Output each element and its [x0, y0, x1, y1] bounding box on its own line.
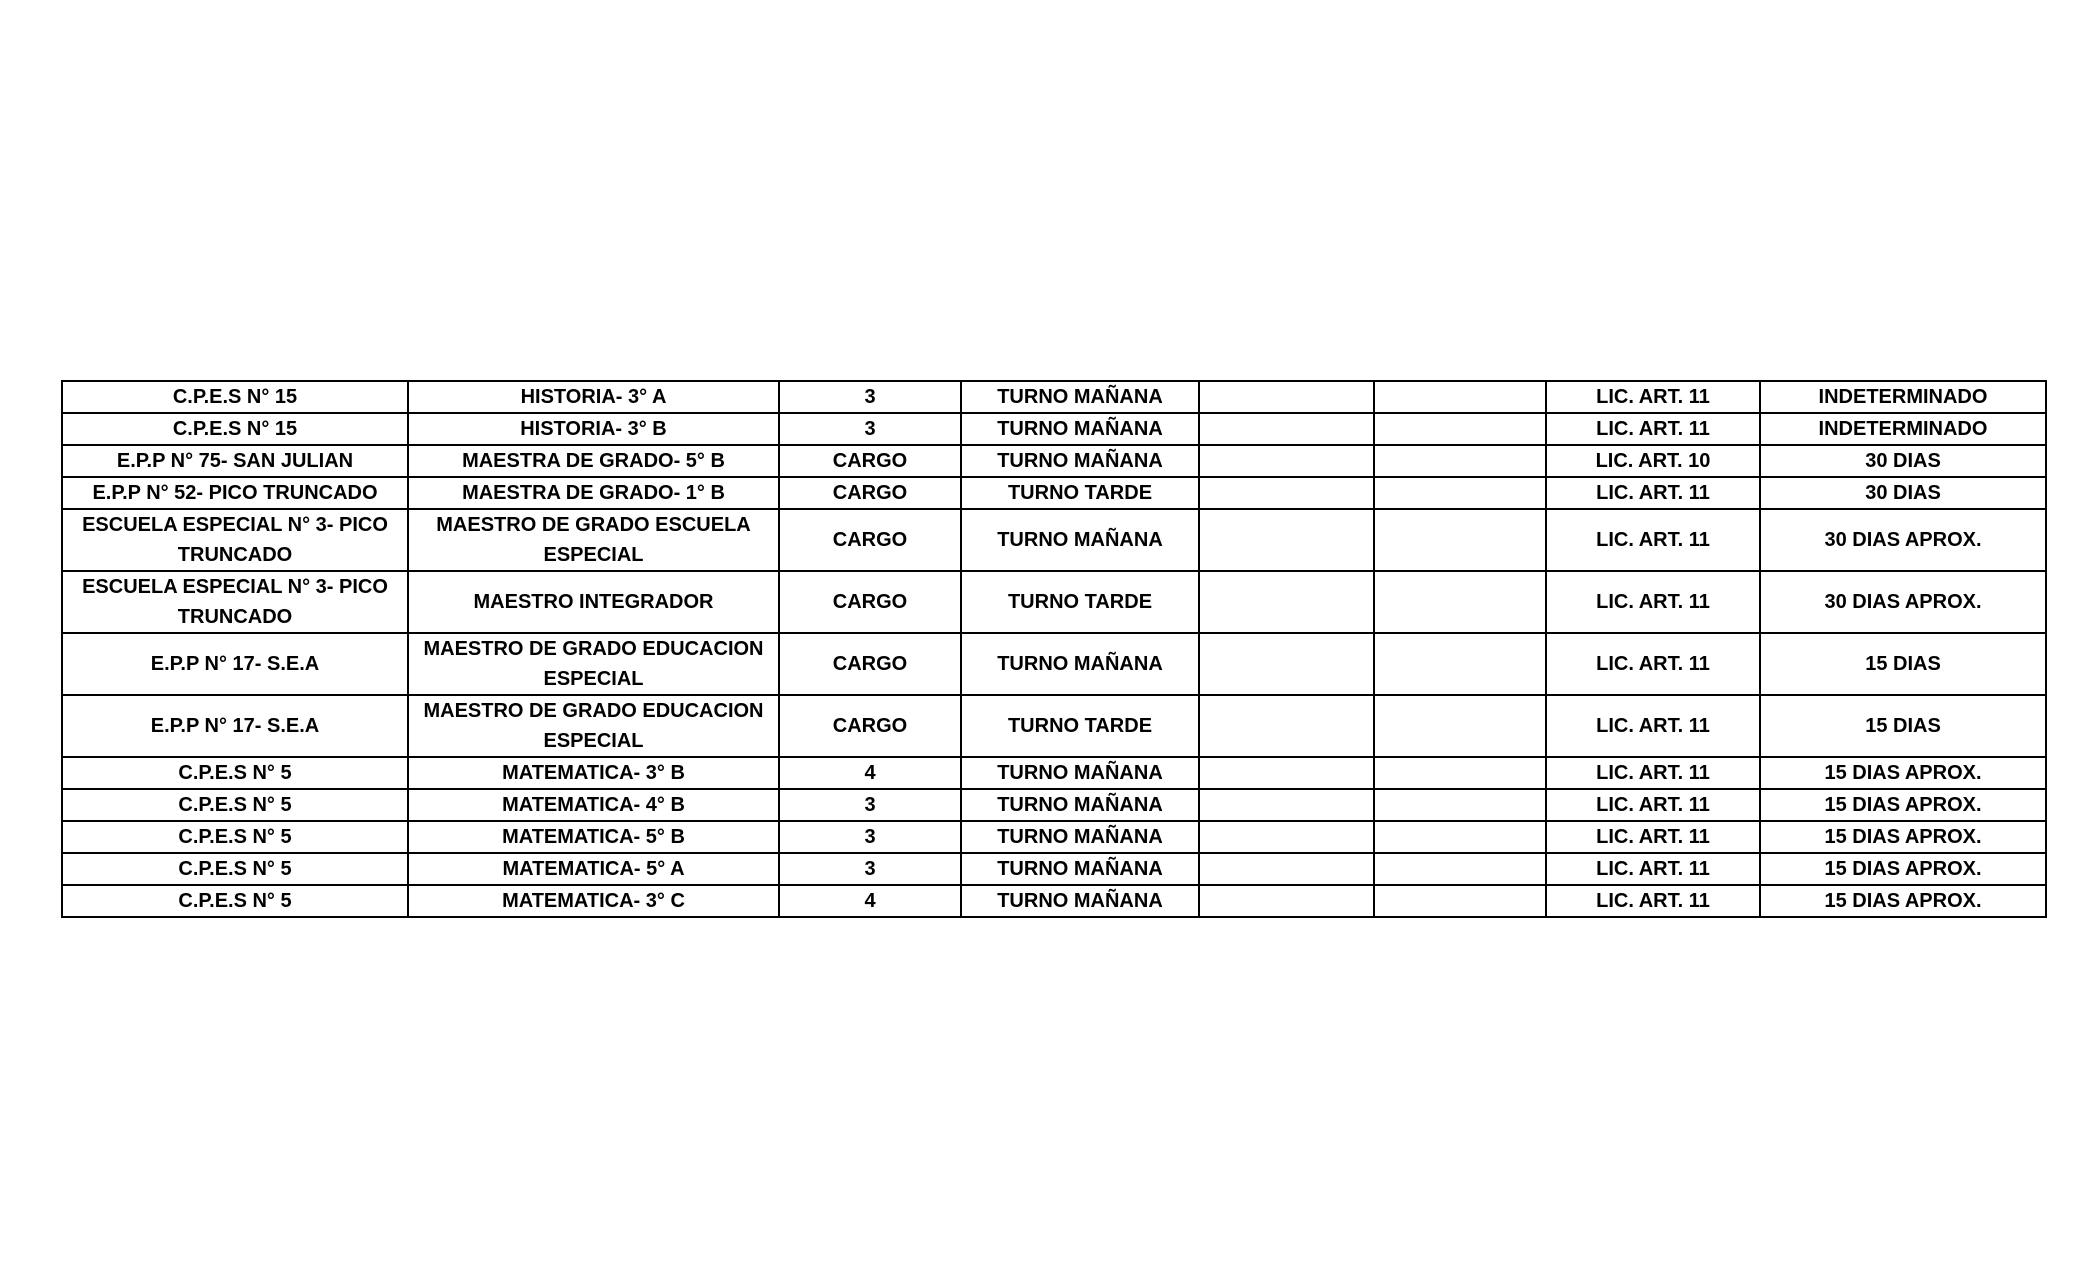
cell-duration: 15 DIAS APROX.	[1760, 821, 2046, 853]
cell-empty-5	[1199, 571, 1374, 633]
cell-empty-6	[1374, 885, 1546, 917]
cell-license: LIC. ART. 11	[1546, 853, 1760, 885]
table-row	[62, 853, 2046, 885]
cell-shift: TURNO MAÑANA	[961, 853, 1199, 885]
cell-hours: CARGO	[779, 477, 961, 509]
cell-duration: 15 DIAS APROX.	[1760, 789, 2046, 821]
cell-empty-5	[1199, 853, 1374, 885]
cell-school: C.P.E.S N° 5	[62, 821, 408, 853]
cell-school: E.P.P N° 17- S.E.A	[62, 633, 408, 695]
cell-empty-5	[1199, 445, 1374, 477]
cell-school: E.P.P N° 75- SAN JULIAN	[62, 445, 408, 477]
cell-subject: MATEMATICA- 5° A	[408, 853, 779, 885]
cell-subject: MATEMATICA- 3° C	[408, 885, 779, 917]
table-body	[62, 381, 2046, 917]
cell-license: LIC. ART. 11	[1546, 789, 1760, 821]
cell-school: C.P.E.S N° 5	[62, 885, 408, 917]
cell-school: C.P.E.S N° 15	[62, 413, 408, 445]
cell-license: LIC. ART. 11	[1546, 885, 1760, 917]
cell-school: ESCUELA ESPECIAL N° 3- PICO TRUNCADO	[62, 571, 408, 633]
cell-hours: 3	[779, 413, 961, 445]
cell-subject: MAESTRO DE GRADO EDUCACION ESPECIAL	[408, 633, 779, 695]
cell-shift: TURNO MAÑANA	[961, 381, 1199, 413]
cell-subject: MAESTRA DE GRADO- 5° B	[408, 445, 779, 477]
cell-empty-5	[1199, 413, 1374, 445]
cell-empty-5	[1199, 821, 1374, 853]
cell-duration: INDETERMINADO	[1760, 381, 2046, 413]
table-row	[62, 885, 2046, 917]
cell-shift: TURNO MAÑANA	[961, 821, 1199, 853]
cell-school: C.P.E.S N° 5	[62, 789, 408, 821]
cell-license: LIC. ART. 11	[1546, 821, 1760, 853]
table-row	[62, 445, 2046, 477]
cell-empty-6	[1374, 571, 1546, 633]
cell-subject: MAESTRA DE GRADO- 1° B	[408, 477, 779, 509]
cell-duration: 30 DIAS APROX.	[1760, 571, 2046, 633]
cell-empty-6	[1374, 821, 1546, 853]
cell-empty-5	[1199, 757, 1374, 789]
cell-school: ESCUELA ESPECIAL N° 3- PICO TRUNCADO	[62, 509, 408, 571]
cell-empty-5	[1199, 789, 1374, 821]
cell-empty-6	[1374, 695, 1546, 757]
cell-hours: 3	[779, 821, 961, 853]
cell-empty-6	[1374, 757, 1546, 789]
cell-subject: HISTORIA- 3° B	[408, 413, 779, 445]
cell-duration: 15 DIAS APROX.	[1760, 757, 2046, 789]
cell-school: E.P.P N° 52- PICO TRUNCADO	[62, 477, 408, 509]
cell-shift: TURNO MAÑANA	[961, 789, 1199, 821]
cell-duration: 15 DIAS	[1760, 633, 2046, 695]
cell-empty-6	[1374, 789, 1546, 821]
cell-license: LIC. ART. 11	[1546, 381, 1760, 413]
cell-subject: MAESTRO DE GRADO ESCUELA ESPECIAL	[408, 509, 779, 571]
cell-hours: 3	[779, 853, 961, 885]
cell-school: C.P.E.S N° 5	[62, 757, 408, 789]
cell-shift: TURNO MAÑANA	[961, 509, 1199, 571]
cell-duration: 15 DIAS APROX.	[1760, 885, 2046, 917]
cell-hours: 3	[779, 789, 961, 821]
cell-empty-6	[1374, 509, 1546, 571]
cell-school: C.P.E.S N° 5	[62, 853, 408, 885]
cell-license: LIC. ART. 11	[1546, 695, 1760, 757]
table-row	[62, 381, 2046, 413]
cell-empty-6	[1374, 633, 1546, 695]
cell-subject: MAESTRO DE GRADO EDUCACION ESPECIAL	[408, 695, 779, 757]
cell-license: LIC. ART. 11	[1546, 633, 1760, 695]
cell-hours: 3	[779, 381, 961, 413]
table-row	[62, 821, 2046, 853]
cell-empty-5	[1199, 381, 1374, 413]
cell-subject: MAESTRO INTEGRADOR	[408, 571, 779, 633]
cell-subject: MATEMATICA- 5° B	[408, 821, 779, 853]
cell-license: LIC. ART. 11	[1546, 477, 1760, 509]
cell-empty-6	[1374, 445, 1546, 477]
table-row	[62, 633, 2046, 695]
table-row	[62, 695, 2046, 757]
cell-subject: HISTORIA- 3° A	[408, 381, 779, 413]
cell-duration: 15 DIAS	[1760, 695, 2046, 757]
cell-school: E.P.P N° 17- S.E.A	[62, 695, 408, 757]
cell-empty-5	[1199, 477, 1374, 509]
cell-shift: TURNO MAÑANA	[961, 633, 1199, 695]
cell-shift: TURNO MAÑANA	[961, 757, 1199, 789]
cell-shift: TURNO TARDE	[961, 477, 1199, 509]
cell-shift: TURNO TARDE	[961, 571, 1199, 633]
table-row	[62, 477, 2046, 509]
cell-school: C.P.E.S N° 15	[62, 381, 408, 413]
cell-shift: TURNO MAÑANA	[961, 885, 1199, 917]
vacancy-table	[61, 380, 2047, 918]
cell-empty-6	[1374, 381, 1546, 413]
cell-license: LIC. ART. 11	[1546, 413, 1760, 445]
cell-shift: TURNO MAÑANA	[961, 413, 1199, 445]
cell-duration: 15 DIAS APROX.	[1760, 853, 2046, 885]
cell-duration: 30 DIAS	[1760, 477, 2046, 509]
cell-shift: TURNO TARDE	[961, 695, 1199, 757]
cell-empty-6	[1374, 853, 1546, 885]
table-row	[62, 789, 2046, 821]
cell-license: LIC. ART. 10	[1546, 445, 1760, 477]
cell-hours: CARGO	[779, 571, 961, 633]
cell-shift: TURNO MAÑANA	[961, 445, 1199, 477]
cell-subject: MATEMATICA- 3° B	[408, 757, 779, 789]
table-row	[62, 509, 2046, 571]
cell-empty-6	[1374, 413, 1546, 445]
cell-hours: CARGO	[779, 695, 961, 757]
table-row	[62, 757, 2046, 789]
cell-empty-5	[1199, 885, 1374, 917]
cell-duration: 30 DIAS APROX.	[1760, 509, 2046, 571]
cell-hours: CARGO	[779, 445, 961, 477]
cell-duration: 30 DIAS	[1760, 445, 2046, 477]
cell-empty-5	[1199, 695, 1374, 757]
cell-hours: CARGO	[779, 509, 961, 571]
cell-empty-6	[1374, 477, 1546, 509]
table-row	[62, 571, 2046, 633]
table-row	[62, 413, 2046, 445]
cell-empty-5	[1199, 509, 1374, 571]
cell-hours: 4	[779, 757, 961, 789]
cell-duration: INDETERMINADO	[1760, 413, 2046, 445]
cell-hours: 4	[779, 885, 961, 917]
cell-license: LIC. ART. 11	[1546, 509, 1760, 571]
cell-hours: CARGO	[779, 633, 961, 695]
cell-license: LIC. ART. 11	[1546, 571, 1760, 633]
cell-empty-5	[1199, 633, 1374, 695]
cell-subject: MATEMATICA- 4° B	[408, 789, 779, 821]
cell-license: LIC. ART. 11	[1546, 757, 1760, 789]
